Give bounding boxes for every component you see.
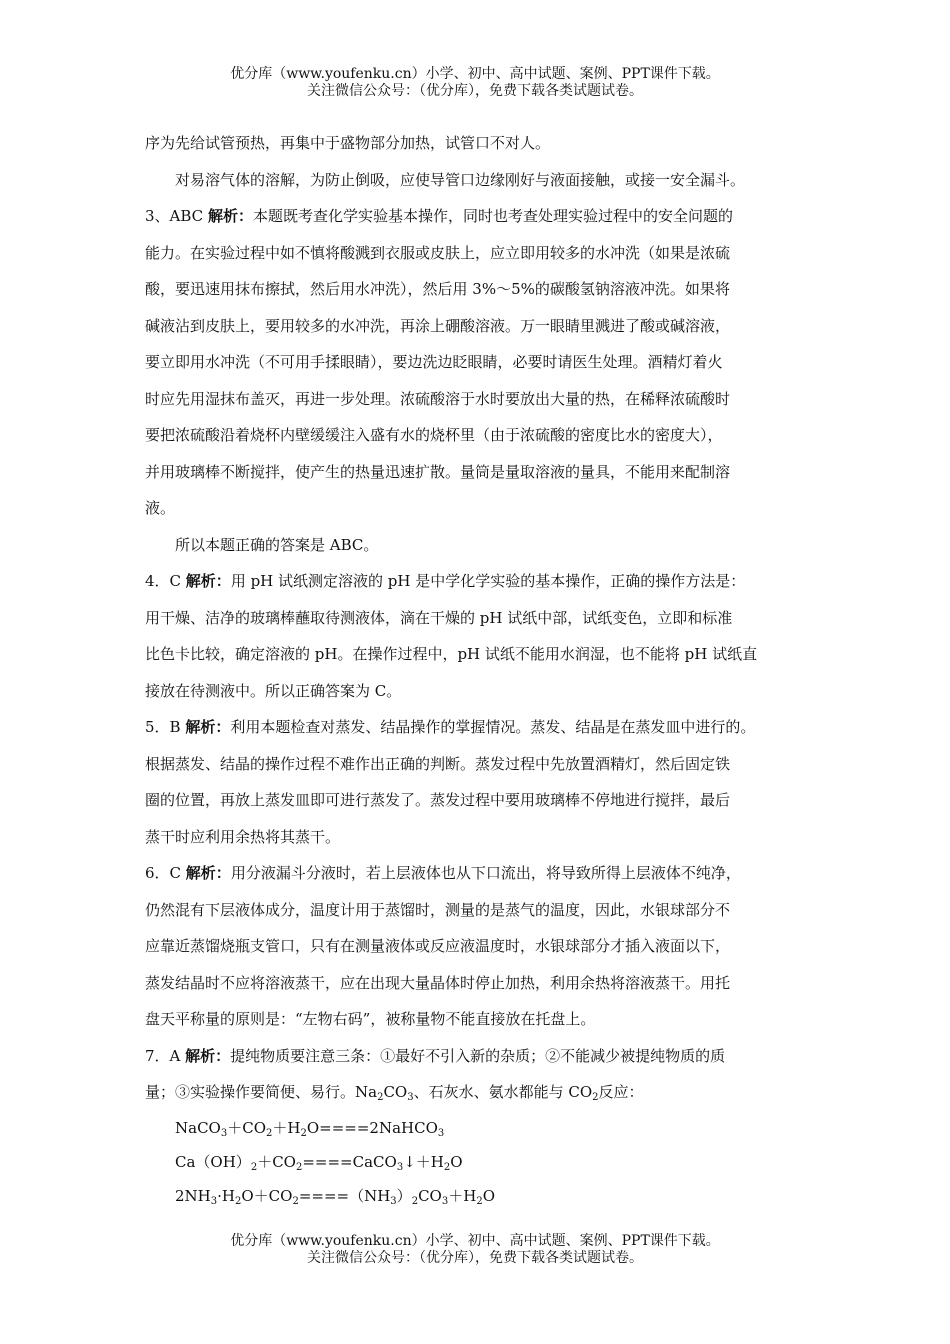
subscript: 2 (250, 1161, 258, 1173)
subscript: 2 (295, 1161, 303, 1173)
text-line: 圈的位置，再放上蒸发皿即可进行蒸发了。蒸发过程中要用玻璃棒不停地进行搅拌，最后 (145, 791, 731, 809)
text-span: O＋CO (241, 1186, 293, 1205)
text-span: 本题既考查化学实验基本操作，同时也考查处理实验过程中的安全问题的 (252, 207, 733, 225)
analysis-label: 解析： (185, 1046, 231, 1065)
text-line (145, 709, 813, 746)
analysis-label: 解析： (185, 572, 231, 590)
text-span: ·H (217, 1186, 235, 1205)
text-line: 接放在待测液中。所以正确答案为 C。 (145, 681, 402, 700)
text-line: 仍然混有下层液体成分，温度计用于蒸馏时，测量的是蒸气的温度，因此，水银球部分不 (145, 900, 731, 919)
text-span: CO (383, 1083, 408, 1101)
subscript: 3 (437, 1127, 445, 1139)
answer-3 (145, 198, 813, 563)
text-span: 提纯物质要注意三条：①最好不引入新的杂质；②不能减少被提纯物质的质 (230, 1046, 726, 1065)
text-span: Ca（OH） (175, 1152, 251, 1171)
subscript: 3 (407, 1092, 414, 1103)
text-span: ＋CO (257, 1152, 296, 1171)
subscript: 2 (411, 1195, 419, 1207)
text-line: 碱液沾到皮肤上，要用较多的水冲洗，再涂上硼酸溶液。万一眼睛里溅进了酸或碱溶液， (145, 316, 731, 335)
subscript: 3 (390, 1195, 397, 1207)
text-span: 用分液漏斗分液时，若上层液体也从下口流出，将导致所得上层液体不纯净， (230, 864, 741, 882)
text-span: ＋CO (227, 1118, 266, 1137)
text-span: O (450, 1152, 463, 1171)
text-span: O (482, 1186, 495, 1205)
text-line: 根据蒸发、结晶的操作过程不难作出正确的判断。蒸发过程中先放置酒精灯，然后固定铁 (145, 754, 731, 773)
answer-number: 4．C (145, 572, 186, 590)
text-span: O====2NaHCO (306, 1118, 438, 1137)
text-line: 比色卡比较，确定溶液的 pH。在操作过程中，pH 试纸不能用水润湿，也不能将 pH 试纸直 (145, 645, 758, 663)
subscript: 2 (234, 1195, 242, 1207)
chemical-equation-1 (145, 1111, 813, 1145)
header-line-2: 关注微信公众号：（优分库），免费下载各类试题试卷。 (307, 83, 643, 99)
text-line (145, 855, 813, 892)
subscript: 3 (210, 1195, 218, 1207)
footer-line-2: 关注微信公众号：（优分库），免费下载各类试题试卷。 (307, 1250, 643, 1266)
subscript: 3 (396, 1161, 404, 1173)
text-span: ↓＋H (403, 1152, 444, 1171)
page-footer (0, 1233, 950, 1267)
chemical-equation-2 (145, 1145, 813, 1179)
answer-4 (145, 563, 813, 709)
chemical-equation-3 (145, 1179, 813, 1213)
text-span: 反应： (598, 1083, 644, 1101)
text-line: 对易溶气体的溶解，为防止倒吸，应使导管口边缘刚好与液面接触，或接一安全漏斗。 (175, 170, 746, 189)
text-line: 液。 (145, 499, 176, 517)
text-line: 序为先给试管预热，再集中于盛物部分加热，试管口不对人。 (145, 134, 551, 152)
text-span: 利用本题检查对蒸发、结晶操作的掌握情况。蒸发、结晶是在蒸发皿中进行的。 (230, 718, 756, 736)
text-line: 酸，要迅速用抹布擦拭，然后用水冲洗），然后用 3%～5%的碳酸氢钠溶液冲洗。如果将 (145, 280, 730, 298)
text-line (145, 1074, 813, 1111)
text-span: ====（NH (298, 1186, 391, 1205)
text-line (145, 1038, 813, 1075)
text-span: ＋H (448, 1186, 477, 1205)
subscript: 2 (443, 1161, 451, 1173)
text-span: ） (396, 1186, 412, 1205)
answer-number: 3、ABC (145, 207, 208, 225)
subscript: 2 (292, 1195, 299, 1207)
subscript: 2 (266, 1127, 273, 1139)
answer-5 (145, 709, 813, 855)
text-line (145, 563, 813, 600)
text-span: 2NH (175, 1186, 211, 1205)
text-line: 盘天平称量的原则是：“左物右码”，被称量物不能直接放在托盘上。 (145, 1010, 596, 1028)
text-span: NaCO (175, 1118, 221, 1137)
text-span: CO (418, 1186, 442, 1205)
answer-number: 5．B (145, 718, 186, 736)
text-line: 用干燥、洁净的玻璃棒蘸取待测液体，滴在干燥的 pH 试纸中部，试纸变色，立即和标准 (145, 608, 733, 627)
text-line: 蒸发结晶时不应将溶液蒸干，应在出现大量晶体时停止加热，利用余热将溶液蒸干。用托 (145, 973, 731, 992)
text-span: 用 pH 试纸测定溶液的 pH 是中学化学实验的基本操作，正确的操作方法是： (230, 572, 746, 590)
text-line: 蒸干时应利用余热将其蒸干。 (145, 827, 341, 846)
text-line: 所以本题正确的答案是 ABC。 (175, 535, 379, 554)
answer-7 (145, 1038, 813, 1213)
text-line: 要把浓硫酸沿着烧杯内壁缓缓注入盛有水的烧杯里（由于浓硫酸的密度比水的密度大）， (145, 426, 723, 444)
answer-number: 6．C (145, 864, 186, 882)
text-line: 要立即用水冲洗（不可用手揉眼睛），要边洗边眨眼睛，必要时请医生处理。酒精灯着火 (145, 353, 723, 371)
footer-line-1: 优分库（www.youfenku.cn）小学、初中、高中试题、案例、PPT课件下载。 (230, 1233, 720, 1249)
subscript: 3 (441, 1195, 449, 1207)
text-span: ====CaCO (302, 1152, 397, 1171)
text-line: 时应先用湿抹布盖灭，再进一步处理。浓硫酸溶于水时要放出大量的热，在稀释浓硫酸时 (145, 389, 731, 408)
subscript: 2 (476, 1195, 483, 1207)
answer-number: 7．A (145, 1046, 186, 1065)
subscript: 2 (592, 1092, 599, 1103)
subscript: 3 (220, 1127, 228, 1139)
analysis-label: 解析： (185, 718, 231, 736)
analysis-label: 解析： (185, 864, 231, 882)
text-line: 应靠近蒸馏烧瓶支管口，只有在测量液体或反应液温度时，水银球部分才插入液面以下， (145, 937, 731, 955)
text-span: 、石灰水、氨水都能与 CO (413, 1083, 593, 1101)
text-line (145, 198, 813, 235)
subscript: 2 (377, 1092, 384, 1103)
analysis-label: 解析： (207, 207, 253, 225)
document-body (145, 125, 813, 1213)
page-header (0, 66, 950, 100)
text-line: 能力。在实验过程中如不慎将酸溅到衣服或皮肤上，应立即用较多的水冲洗（如果是浓硫 (145, 243, 731, 262)
header-line-1: 优分库（www.youfenku.cn）小学、初中、高中试题、案例、PPT课件下载。 (230, 66, 720, 82)
text-span: 量；③实验操作要简便、易行。Na (145, 1083, 378, 1101)
text-span: ＋H (272, 1118, 301, 1137)
text-line: 并用玻璃棒不断搅拌，使产生的热量迅速扩散。量筒是量取溶液的量具，不能用来配制溶 (145, 462, 731, 481)
subscript: 2 (300, 1127, 307, 1139)
answer-6 (145, 855, 813, 1038)
